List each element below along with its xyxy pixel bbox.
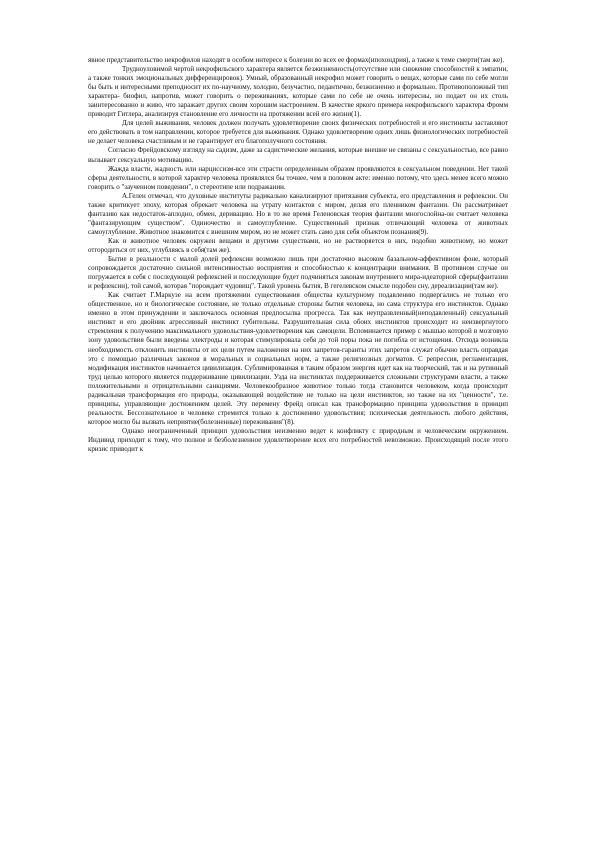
paragraph: Жажда власти, жадность или нарциссизм-все эти страсти определенным образом проявляются в сексуальном поведении. Нет такой сферы деятельности, в которой характер человека проявлялся бы точнее, чем в половом акте: именно потому, что здесь менее всего можно говорить о "заученном поведении", о стереотипе или подражании. bbox=[88, 164, 508, 191]
paragraph: Для целей выживания, человек должен получать удовлетворение своих физических потребностей и его инстинкты заставляют его действовать в том направлении, которое требуется для выживания. Однако удовлетворение одних лишь физиологических потребностей не делает человека счастливым и не гарантирует его благополучного состояния. bbox=[88, 119, 508, 146]
paragraph: Как считает Г.Маркузе на всем протяжении существования общества культурному подавлению подвергались не только его общественное, но и биологическое состояние, не только отдельные стороны бытия человека, но сама структура его инстинктов. Однако именно в этом принуждении и заключалось основная предпосылка прогресса. Так как неупразвленный(неподавленный) сексуальный инстинкт и его двойник агрессивный инстинкт губительны. Разрушительная сила обоих инстинктов происходит из неизвергнутого стремления к получению максимального удовольствия-удовлетворения как самоцели. Вспоминается пример с мышью которой в мозговую зону удовольствия были введены электроды и которая стимулировала себя до той поры пока не погибла от истощения. Отсюда возникла необходимость отклонить инстинкты от их цели путем наложения на них запретов-гаранты этих запретов служат обычно власть оправдая это с помощью различных законов в моральных и социальных норм, а также религиозных догматов. С репрессия, регламентация, модификация инстинктов начинается цивилизация. Сублимированная в таким образом энергия идет как на творческий, так и на рутинный труд целью которого является поддерживание цивилизации. Узда на инстинктах поддерживается сложными структурами власти, а также положительными и отрицательными санкциями. Человекообразное животное только тогда становится человеком, когда происходит радикальная трансформация его природы, оказывающей воздействие не только на цели инстинктов, но также на их "ценности", т.е. принципы, управляющие достижением целей. Эту перемену Фрейд описал как трансформацию принципа удовольствия в принцип реальности. Бессознательное в человеке стремится только к достижению удовольствия; психическая деятельность любого действия, которое могло бы вызвать неприятие(болезненные) переживания"(8). bbox=[88, 291, 508, 426]
paragraph: Согласно Фрейдовскому взгляду на садизм, даже за садистические желания, которые внешне не связаны с сексуальностью, все равно вызывает сексуальную мотивацию. bbox=[88, 146, 508, 164]
paragraph: явное представительство некрофилов находят в особом интересе к болезни во всех ее формах(ипохондрия), а также к теме смерти(там же). bbox=[88, 56, 505, 64]
paragraph: Однако неограниченный принцип удовольствия неизменно ведет к конфликту с природным и человеческим окружением. Индивид приходит к тому, что полное и безболезненное удовлетворение всех его потребностей невозможно. Происходящий после этого кризис приводит к bbox=[88, 426, 508, 454]
paragraph: Как и животное человек окружен вещами и другими существами, но не растворяется в них, подобно животному, но может отгородиться от них, углубляясь в себя(там же). bbox=[88, 236, 508, 254]
paragraph: Бытие в реальности с малой долей рефлексии возможно лишь при достаточно высоком базальном-аффективном фоне, который сопровождается достаточно сильной интенсивностью восприятия и способностью к концентрации внимания. В противном случае он погружается в себя с последующей рефлексией и последующие будет подчиняться законам внутреннего мира-идеаторной сферы(фантазии и рефлексии), той самой, которая "порождает чудовищ". Такой уровень бытия, В гегелевском смысле подобен сну, дереализации(там же). bbox=[88, 255, 508, 291]
paragraph: Трудноуловимой чертой некрофильского характера является безжизненность(отсутствие или снижение способностей к эмпатии, а также тонких эмоциональных дифференцировок). Умный, образованный некрофил может говорить о вещах, которые сами по себе могли бы быть и интересными преподносит их по-научному, холодно, безучастно, педантично, безжизненно и формально. Противоположный тип характера- биофил, напротив, может говорить о переживаниях, которые сами по себе не очень интересны, но подает он их столь заинтересованно и живо, что заражает других своим хорошим настроением. В качестве яркого примера некрофильского характера Фромм приводит Гитлера, анализируя становление его личности на протяжении всей его жизни(1). bbox=[88, 65, 508, 119]
document-body bbox=[88, 56, 508, 454]
paragraph: А.Гелен отмечал, что духовные институты радикально канализируют притязания субъекта, его представления и рефлексии. Он также критикует эпоху, которая обрекает человека на утрату контактов с миром, делая его пленником фантазии. Он рассматривает фантазию как недостаток-аплодно, обмен, деривацию. Но в то же время Геленовская теория фантазии многослойна-он считает человека "фантазирующим существом". Одиночество и самоуглубление. Существенный признак отличающий человека от животных самоуглубление. Животное знакомится с внешним миром, но не может стать само для себя объектом познания(9). bbox=[88, 191, 508, 236]
